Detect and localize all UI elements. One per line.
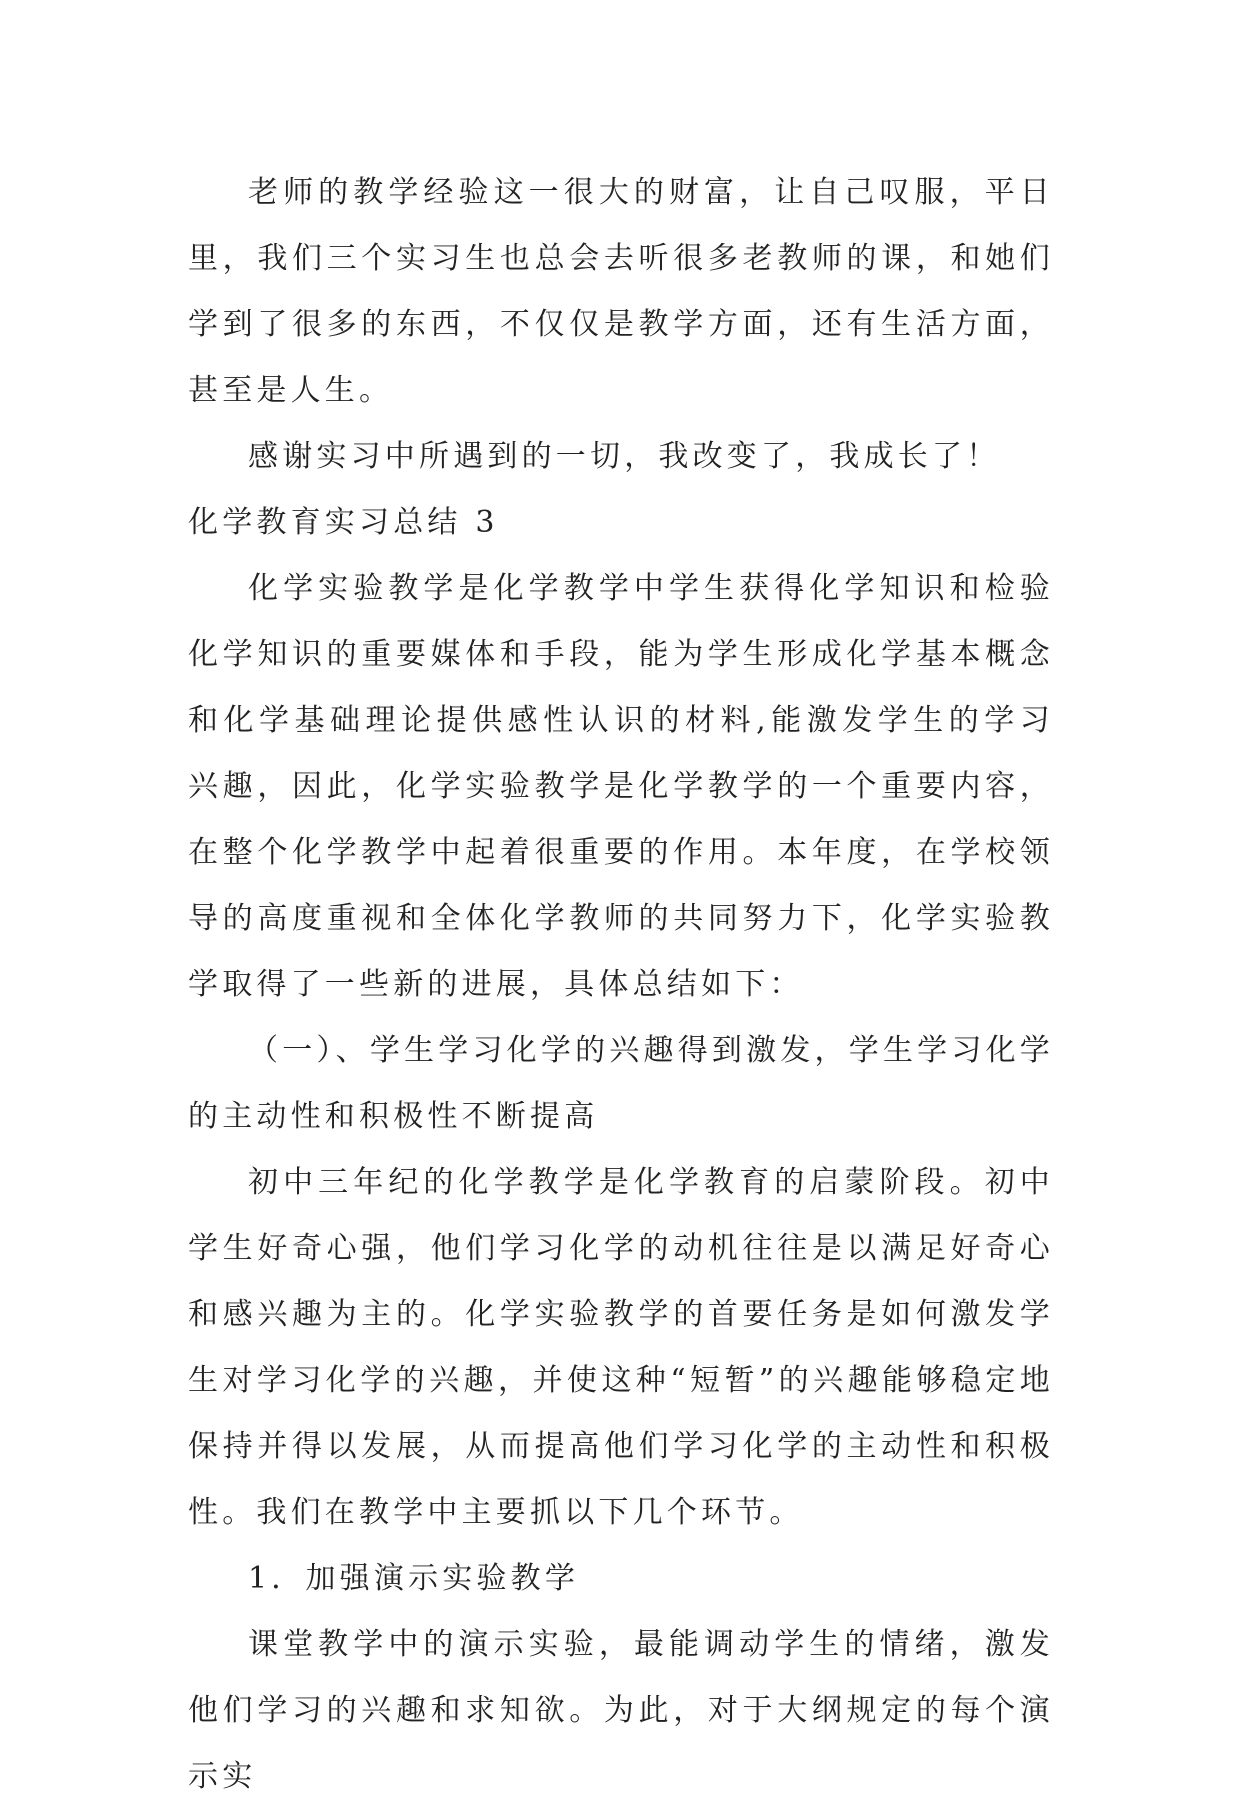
document-body <box>188 160 1054 1810</box>
paragraph-demonstration: 课堂教学中的演示实验，最能调动学生的情绪，激发他们学习的兴趣和求知欲。为此，对于大纲规定的每个演示实 <box>188 1627 1054 1794</box>
paragraph-teacher-experience: 老师的教学经验这一很大的财富，让自己叹服，平日里，我们三个实习生也总会去听很多老教师的课，和她们学到了很多的东西，不仅仅是教学方面，还有生活方面，甚至是人生。 <box>188 175 1054 408</box>
subheading-one: （一）、学生学习化学的兴趣得到激发，学生学习化学的主动性和积极性不断提高 <box>188 1033 1054 1134</box>
list-item-one: 1．加强演示实验教学 <box>248 1561 580 1596</box>
paragraph-gratitude: 感谢实习中所遇到的一切，我改变了，我成长了！ <box>248 439 1001 474</box>
paragraph-intro: 化学实验教学是化学教学中学生获得化学知识和检验化学知识的重要媒体和手段，能为学生形成化学基本概念和化学基础理论提供感性认识的材料,能激发学生的学习兴趣，因此，化学实验教学是化学教学的一个重要内容，在整个化学教学中起着很重要的作用。本年度，在学校领导的高度重视和全体化学教师的共同努力下，化学实验教学取得了一些新的进展，具体总结如下： <box>188 571 1054 1002</box>
paragraph-junior-stage: 初中三年纪的化学教学是化学教育的启蒙阶段。初中学生好奇心强，他们学习化学的动机往往是以满足好奇心和感兴趣为主的。化学实验教学的首要任务是如何激发学生对学习化学的兴趣，并使这种“短暂”的兴趣能够稳定地保持并得以发展，从而提高他们学习化学的主动性和积极性。我们在教学中主要抓以下几个环节。 <box>188 1165 1054 1530</box>
section-title: 化学教育实习总结 3 <box>188 505 499 540</box>
